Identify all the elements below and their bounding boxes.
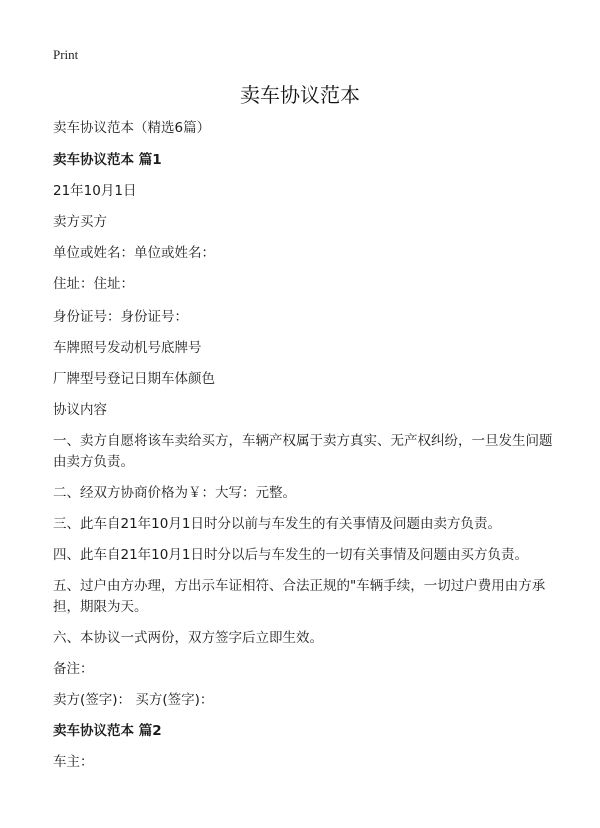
clause-2: 二、经双方协商价格为￥：大写：元整。 — [53, 485, 296, 501]
document-subtitle: 卖车协议范本（精选6篇） — [53, 120, 211, 136]
signature-line: 卖方(签字)： 买方(签字)： — [53, 692, 214, 708]
print-link[interactable]: Print — [53, 47, 79, 62]
date-line: 21年10月1日 — [53, 183, 137, 199]
agreement-content-heading: 协议内容 — [53, 402, 107, 418]
remarks-label: 备注： — [53, 661, 94, 677]
owner-label: 车主： — [53, 754, 94, 770]
address-line: 住址：住址： — [53, 276, 134, 292]
clause-5: 五、过户由方办理，方出示车证相符、合法正规的"车辆手续，一切过户费用由方承担，期限为天。 — [53, 578, 546, 615]
vehicle-plate-line: 车牌照号发动机号底牌号 — [53, 340, 202, 356]
section-heading-2: 卖车协议范本 篇2 — [53, 723, 162, 739]
vehicle-model-line: 厂牌型号登记日期车体颜色 — [53, 371, 215, 387]
clause-6: 六、本协议一式两份，双方签字后立即生效。 — [53, 630, 323, 646]
id-number-line: 身份证号：身份证号： — [53, 309, 188, 325]
parties-line: 卖方买方 — [53, 214, 107, 230]
name-line: 单位或姓名：单位或姓名： — [53, 245, 215, 261]
document-title: 卖车协议范本 — [240, 83, 360, 107]
clause-1: 一、卖方自愿将该车卖给买方，车辆产权属于卖方真实、无产权纠纷，一旦发生问题由卖方负责。 — [53, 433, 553, 470]
section-heading-1: 卖车协议范本 篇1 — [53, 152, 162, 168]
clause-4: 四、此车自21年10月1日时分以后与车发生的一切有关事情及问题由买方负责。 — [53, 547, 528, 563]
clause-3: 三、此车自21年10月1日时分以前与车发生的有关事情及问题由卖方负责。 — [53, 516, 501, 532]
